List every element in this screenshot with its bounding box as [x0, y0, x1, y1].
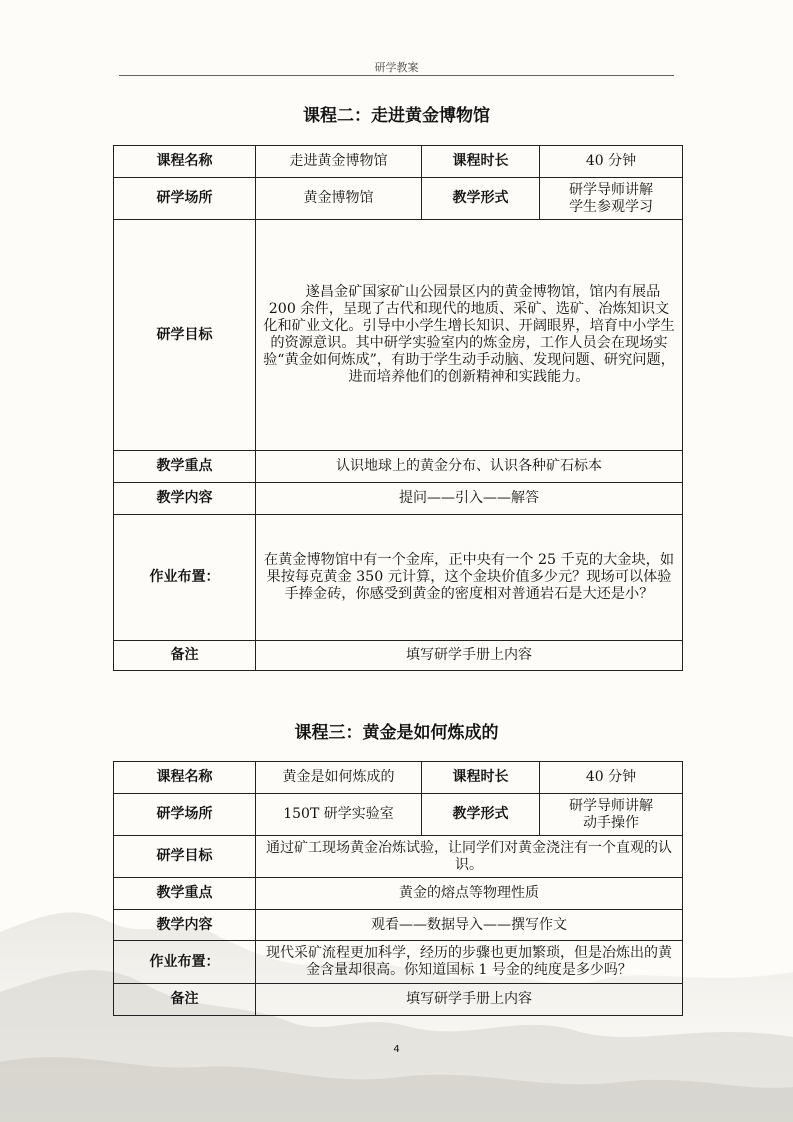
place-value: 黄金博物馆	[256, 178, 422, 220]
homework-text: 现代采矿流程更加科学，经历的步骤也更加繁琐，但是冶炼出的黄金含量却很高。你知道国标 1 号金的纯度是多少吗？	[256, 941, 683, 984]
table-row	[114, 794, 683, 836]
course3-title: 课程三：黄金是如何炼成的	[294, 723, 499, 743]
table-row	[114, 941, 683, 984]
goal-label: 研学目标	[114, 220, 256, 451]
place-value: 150T 研学实验室	[256, 794, 422, 836]
note-value: 填写研学手册上内容	[256, 641, 683, 671]
homework-label: 作业布置：	[114, 941, 256, 984]
note-label: 备注	[114, 984, 256, 1016]
table-row	[114, 178, 683, 220]
teaching-form-label: 教学形式	[422, 178, 540, 220]
header-divider	[119, 75, 674, 76]
table-row	[114, 451, 683, 483]
table-row	[114, 910, 683, 941]
goal-text-cell	[256, 220, 683, 451]
course-duration-label: 课程时长	[422, 762, 540, 794]
teaching-form-line: 学生参观学习	[569, 198, 653, 215]
place-label: 研学场所	[114, 794, 256, 836]
focus-value: 认识地球上的黄金分布、认识各种矿石标本	[256, 451, 683, 483]
course-name-label: 课程名称	[114, 146, 256, 178]
course-duration-value: 40 分钟	[540, 146, 683, 178]
note-label: 备注	[114, 641, 256, 671]
table-row	[114, 220, 683, 451]
teaching-form-value	[540, 794, 683, 836]
content-value: 提问——引入——解答	[256, 483, 683, 515]
course-name-label: 课程名称	[114, 762, 256, 794]
content-label: 教学内容	[114, 483, 256, 515]
table-row	[114, 762, 683, 794]
content-label: 教学内容	[114, 910, 256, 941]
place-label: 研学场所	[114, 178, 256, 220]
goal-text: 通过矿工现场黄金冶炼试验，让同学们对黄金浇注有一个直观的认识。	[256, 836, 683, 878]
course2-table	[113, 145, 683, 671]
course2-title: 课程二：走进黄金博物馆	[303, 106, 490, 126]
goal-text: 遂昌金矿国家矿山公园景区内的黄金博物馆，馆内有展品 200 余件，呈现了古代和现代的地质、采矿、选矿、冶炼知识文化和矿业文化。引导中小学生增长知识、开阔眼界，培育中小学生的资源意识。其中研学实验室内的炼金房，工作人员会在现场实验“黄金如何炼成”，有助于学生动手动脑、发现问题、研究问题，进而培养他们的创新精神和实践能力。	[263, 283, 675, 386]
teaching-form-label: 教学形式	[422, 794, 540, 836]
course-name-value: 黄金是如何炼成的	[256, 762, 422, 794]
table-row	[114, 515, 683, 641]
focus-label: 教学重点	[114, 878, 256, 910]
table-row	[114, 984, 683, 1016]
teaching-form-value	[540, 178, 683, 220]
course-duration-label: 课程时长	[422, 146, 540, 178]
teaching-form-line: 研学导师讲解	[569, 181, 653, 198]
teaching-form-line: 动手操作	[583, 814, 639, 831]
homework-label: 作业布置：	[114, 515, 256, 641]
course-name-value: 走进黄金博物馆	[256, 146, 422, 178]
page-number: 4	[393, 1044, 400, 1055]
course3-table	[113, 761, 683, 1016]
table-row	[114, 878, 683, 910]
table-row	[114, 483, 683, 515]
content-value: 观看——数据导入——撰写作文	[256, 910, 683, 941]
table-row	[114, 641, 683, 671]
goal-label: 研学目标	[114, 836, 256, 878]
teaching-form-line: 研学导师讲解	[569, 797, 653, 814]
note-value: 填写研学手册上内容	[256, 984, 683, 1016]
focus-label: 教学重点	[114, 451, 256, 483]
page-header: 研学教案	[374, 61, 419, 74]
homework-text: 在黄金博物馆中有一个金库，正中央有一个 25 千克的大金块，如果按每克黄金 350 元计算，这个金块价值多少元？现场可以体验手捧金砖，你感受到黄金的密度相对普通岩石是大还是小？	[256, 515, 683, 641]
table-row	[114, 146, 683, 178]
focus-value: 黄金的熔点等物理性质	[256, 878, 683, 910]
table-row	[114, 836, 683, 878]
course-duration-value: 40 分钟	[540, 762, 683, 794]
